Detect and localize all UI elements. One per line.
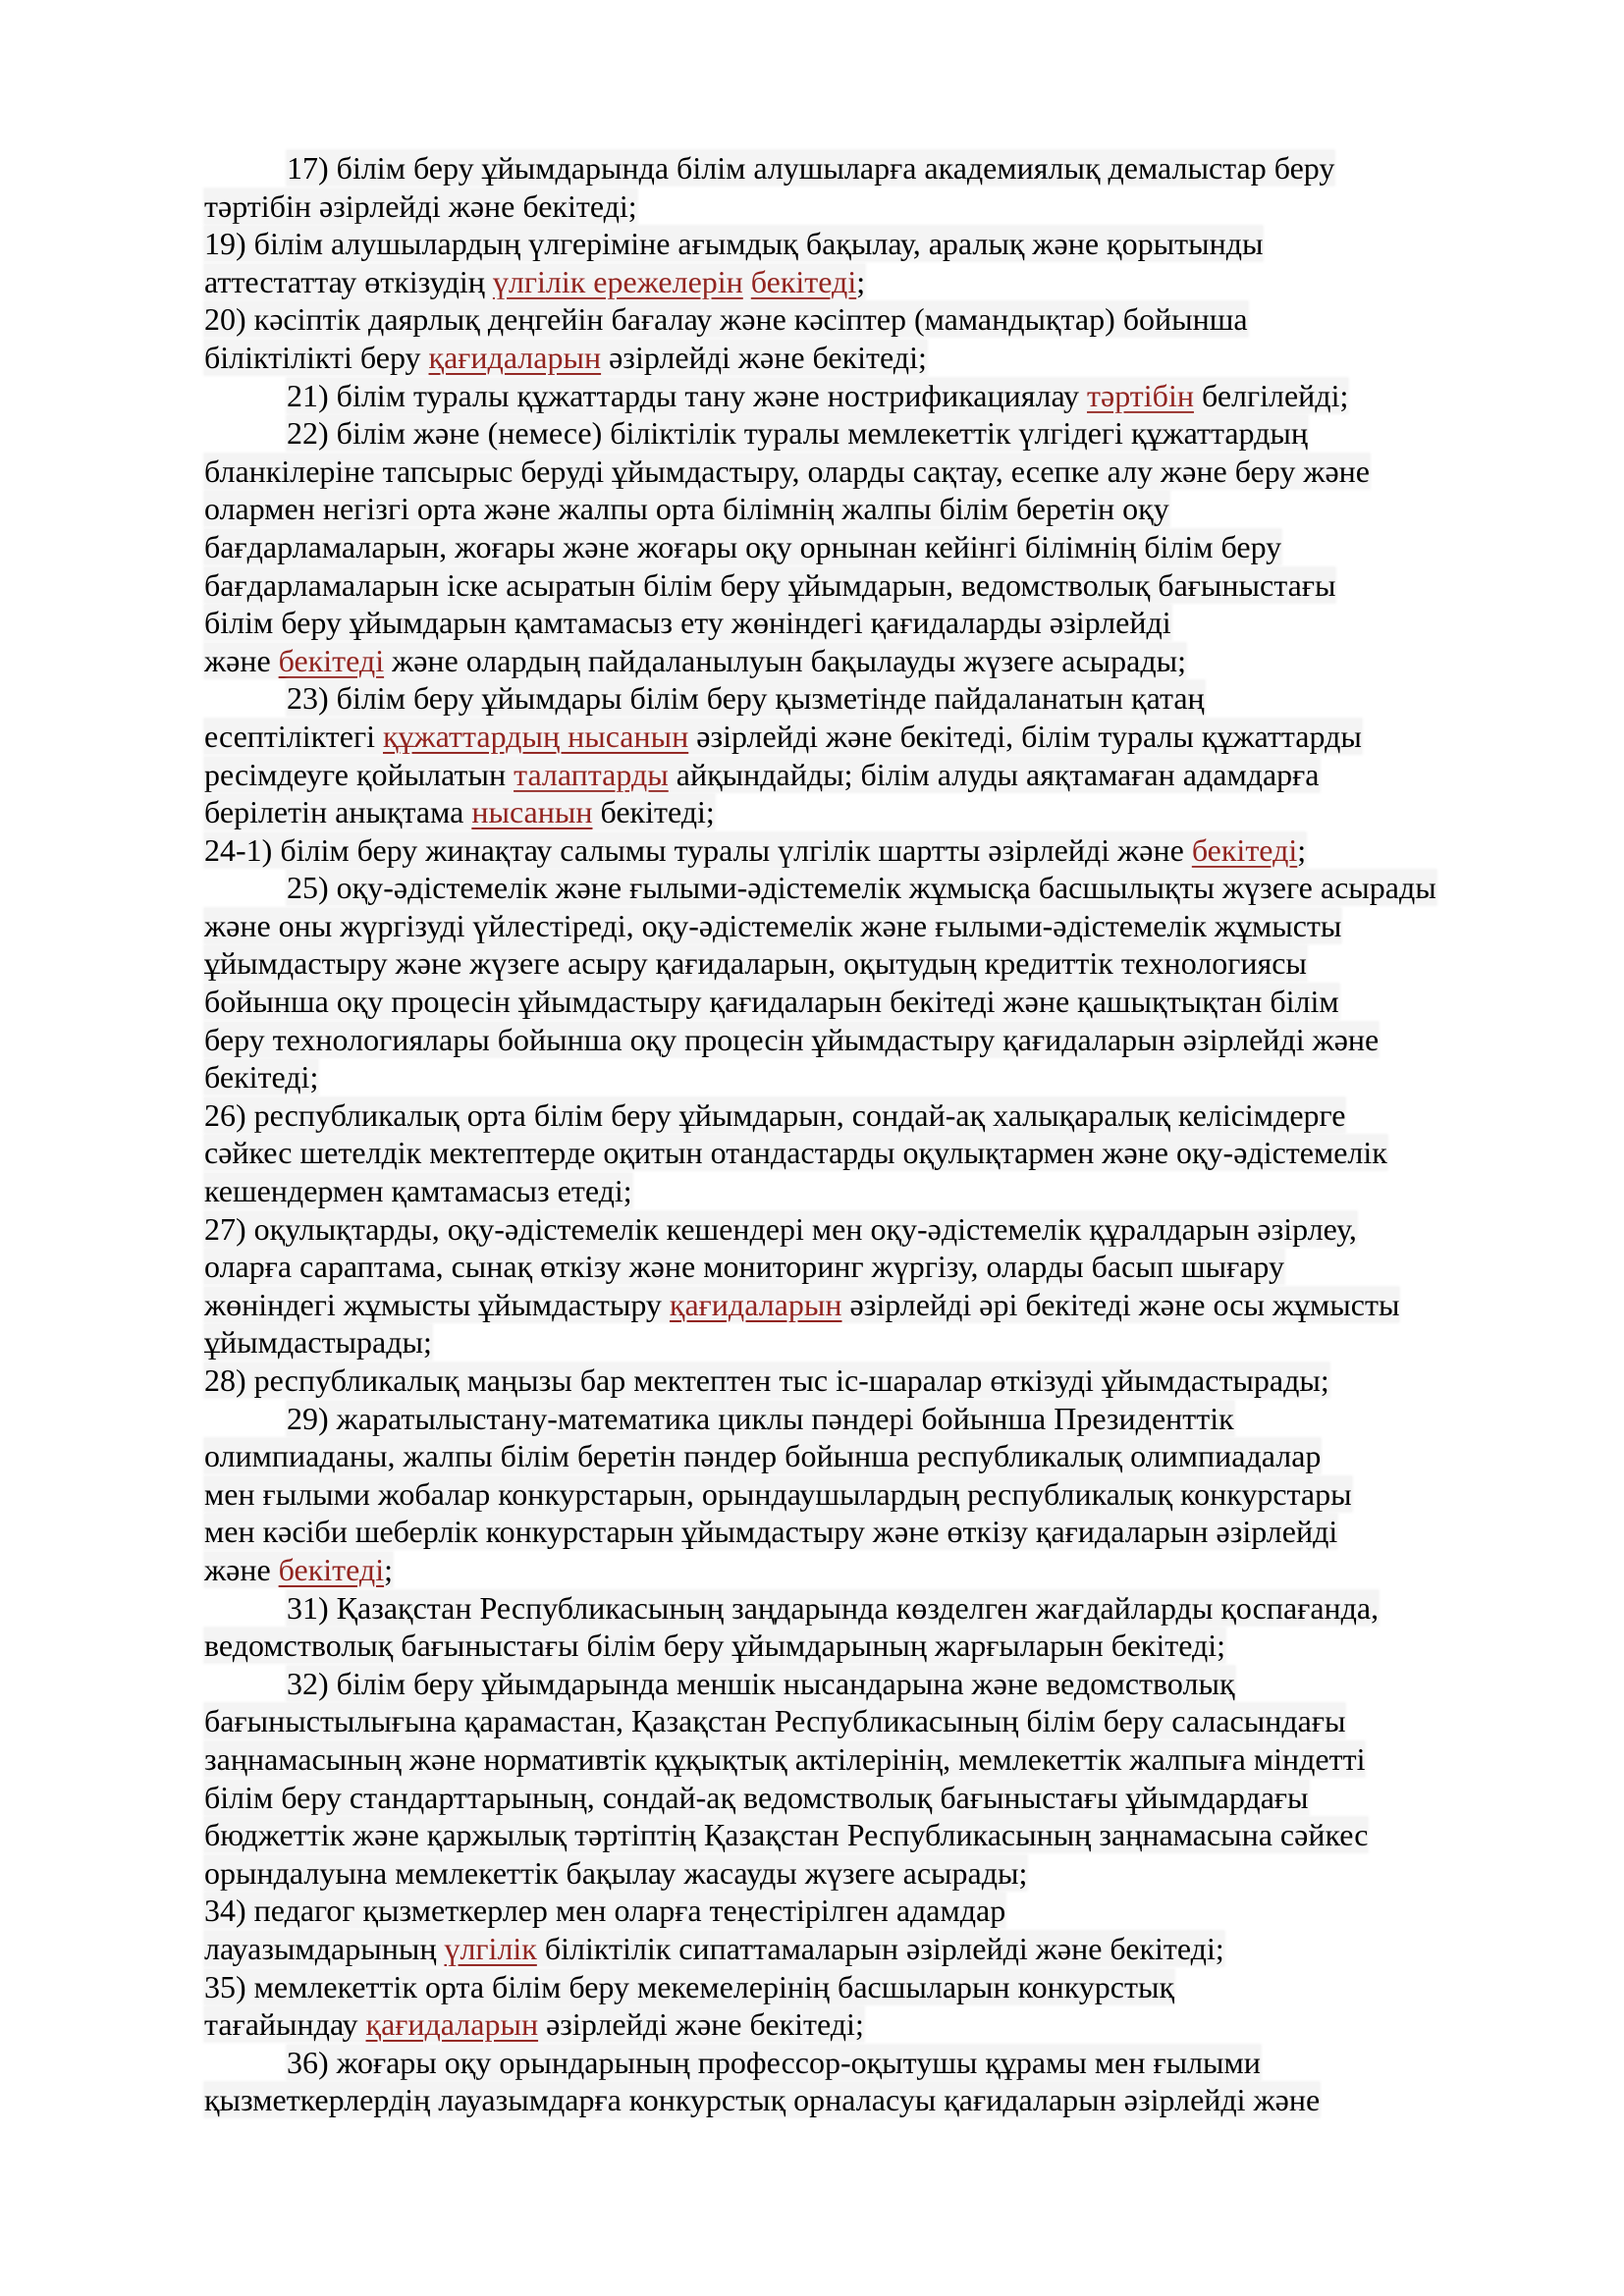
- text-segment: 36) жоғары оқу орындарының профессор-оқытушы құрамы мен ғылыми: [287, 2044, 1261, 2080]
- text-segment: мен ғылыми жобалар конкурстарын, орындаушылардың республикалық конкурстары: [204, 1475, 1352, 1512]
- text-line: [204, 718, 1520, 756]
- text-line: [204, 1248, 1520, 1286]
- text-line-content: [204, 1324, 432, 1360]
- text-segment: олармен негізгі орта және жалпы орта білімнің жалпы білім беретін оқу: [204, 491, 1169, 527]
- text-line: [204, 1513, 1520, 1551]
- text-line: [204, 1021, 1520, 1059]
- text-line: [204, 414, 1520, 453]
- text-segment: 21) білім туралы құжаттарды тану және нострификациялау: [287, 377, 1088, 413]
- text-line: [204, 1702, 1520, 1740]
- text-segment: берілетін анықтама: [204, 794, 472, 830]
- text-line-content: [204, 832, 1306, 868]
- text-segment: аттестаттау өткізудің: [204, 263, 493, 299]
- text-segment: 19) білім алушылардың үлгеріміне ағымдық бақылау, аралық және қорытынды: [204, 226, 1264, 262]
- text-segment: бекітеді;: [204, 1059, 319, 1095]
- text-line-content: [204, 1173, 632, 1208]
- text-segment: 31) Қазақстан Республикасының заңдарында көзделген жағдайларды қоспағанда,: [287, 1589, 1380, 1626]
- text-segment: ;: [1297, 831, 1307, 868]
- text-segment: заңнамасының және нормативтік құқықтық актілерінің, мемлекеттік жалпыға міндетті: [204, 1740, 1366, 1777]
- text-line: [204, 263, 1520, 301]
- text-segment: [743, 264, 751, 299]
- text-line-content: [204, 567, 1335, 603]
- text-line: [204, 944, 1520, 983]
- text-line: [204, 1058, 1520, 1096]
- text-segment: тәртібін әзірлейді және бекітеді;: [204, 187, 637, 224]
- text-line: [204, 528, 1520, 566]
- hyperlink[interactable]: нысанын: [471, 794, 593, 830]
- text-segment: ресімдеуге қойылатын: [204, 756, 514, 792]
- hyperlink[interactable]: қағидаларын: [365, 2006, 539, 2043]
- text-line-content: [204, 1969, 1174, 2004]
- text-line: [204, 490, 1520, 528]
- text-line: [204, 869, 1520, 907]
- text-line-content: [204, 1097, 1345, 1133]
- text-line-content: [204, 491, 1169, 526]
- text-segment: біліктілік сипаттамаларын әзірлейді және бекітеді;: [536, 1930, 1224, 1966]
- text-line-content: [204, 1855, 1027, 1891]
- text-line-content: [204, 1514, 1337, 1549]
- text-line-content: [287, 2045, 1261, 2080]
- text-line-content: [204, 1703, 1345, 1738]
- text-segment: бюджеттік және қаржылық тәртіптің Қазақстан Республикасының заңнамасына сәйкес: [204, 1817, 1369, 1853]
- text-segment: және: [204, 642, 279, 678]
- text-line-content: [204, 1362, 1329, 1398]
- text-segment: сәйкес шетелдік мектептерде оқитын отандастарды оқулықтармен және оқу-әдістемелік: [204, 1135, 1387, 1171]
- text-segment: ;: [384, 1551, 393, 1587]
- text-line: [204, 377, 1520, 415]
- text-line-content: [204, 454, 1370, 489]
- text-line-content: [204, 719, 1362, 754]
- text-segment: әзірлейді және бекітеді;: [601, 339, 927, 375]
- text-line-content: [204, 1931, 1224, 1966]
- document-text: [204, 149, 1520, 2119]
- text-line-content: [204, 643, 1186, 678]
- text-line: [204, 1854, 1520, 1893]
- text-line: [204, 1627, 1520, 1665]
- text-line: [204, 1816, 1520, 1854]
- text-segment: 27) оқулықтарды, оқу-әдістемелік кешендері мен оқу-әдістемелік құралдарын әзірлеу,: [204, 1210, 1357, 1247]
- text-line-content: [204, 1780, 1309, 1815]
- text-line-content: [287, 870, 1436, 905]
- text-line: [204, 1400, 1520, 1438]
- text-line-content: [287, 1590, 1379, 1626]
- text-segment: біліктілікті беру: [204, 339, 429, 375]
- text-line: [204, 2005, 1520, 2044]
- text-line: [204, 679, 1520, 718]
- text-line-content: [204, 2082, 1320, 2117]
- text-line: [204, 339, 1520, 377]
- text-line: [204, 2044, 1520, 2082]
- text-segment: әзірлейді және бекітеді, білім туралы құжаттарды: [688, 718, 1362, 754]
- text-segment: жөніндегі жұмысты ұйымдастыру: [204, 1286, 670, 1322]
- text-line: [204, 1172, 1520, 1210]
- text-segment: кешендермен қамтамасыз етеді;: [204, 1173, 632, 1209]
- text-line-content: [204, 188, 637, 224]
- text-segment: бойынша оқу процесін ұйымдастыру қағидаларын бекітеді және қашықтықтан білім: [204, 984, 1339, 1020]
- text-line-content: [204, 226, 1263, 261]
- text-line-content: [204, 1438, 1321, 1473]
- text-segment: бекітеді;: [592, 794, 715, 830]
- hyperlink[interactable]: үлгілік ережелерін: [492, 263, 743, 299]
- text-line: [204, 2081, 1520, 2119]
- text-segment: 17) білім беру ұйымдарында білім алушыларға академиялық демалыстар беру: [287, 150, 1335, 186]
- hyperlink[interactable]: бекітеді: [278, 1551, 385, 1587]
- hyperlink[interactable]: қағидаларын: [669, 1286, 842, 1322]
- hyperlink[interactable]: тәртібін: [1087, 377, 1194, 413]
- text-segment: 24-1) білім беру жинақтау салымы туралы үлгілік шартты әзірлейді және: [204, 831, 1192, 868]
- text-segment: белгілейді;: [1193, 377, 1349, 413]
- text-segment: 29) жаратылыстану-математика циклы пәндері бойынша Президенттік: [287, 1400, 1234, 1436]
- text-line-content: [204, 794, 715, 829]
- text-segment: айқындайды; білім алуды аяқтамаған адамдарға: [668, 756, 1320, 792]
- text-line: [204, 793, 1520, 831]
- text-line-content: [204, 1022, 1379, 1057]
- text-segment: және олардың пайдаланылуын бақылауды жүзеге асырады;: [384, 642, 1187, 678]
- text-line: [204, 1134, 1520, 1172]
- hyperlink[interactable]: қағидаларын: [428, 339, 602, 375]
- text-segment: қызметкерлердің лауазымдарға конкурстық орналасуы қағидаларын әзірлейді және: [204, 2082, 1321, 2118]
- hyperlink[interactable]: құжаттардың нысанын: [382, 718, 689, 754]
- text-segment: білім беру стандарттарының, сондай-ақ ведомстволық бағыныстағы ұйымдардағы: [204, 1779, 1309, 1815]
- text-segment: оларға сараптама, сынақ өткізу және мониторинг жүргізу, оларды басып шығару: [204, 1249, 1284, 1285]
- text-line-content: [204, 1817, 1368, 1852]
- text-line-content: [204, 2006, 864, 2042]
- text-segment: 26) республикалық орта білім беру ұйымдарын, сондай-ақ халықаралық келісімдерге: [204, 1096, 1346, 1133]
- text-line-content: [204, 757, 1320, 792]
- text-line-content: [204, 529, 1281, 564]
- text-line: [204, 1968, 1520, 2006]
- text-line: [204, 1210, 1520, 1249]
- text-segment: бағдарламаларын іске асыратын білім беру ұйымдарын, ведомстволық бағыныстағы: [204, 566, 1336, 603]
- text-segment: 20) кәсіптік даярлық деңгейін бағалау және кәсіптер (мамандықтар) бойынша: [204, 301, 1248, 338]
- text-segment: білім беру ұйымдарын қамтамасыз ету жөніндегі қағидаларды әзірлейді: [204, 605, 1171, 641]
- hyperlink[interactable]: бекітеді: [1191, 831, 1298, 868]
- text-line-content: [204, 1059, 318, 1095]
- text-segment: және оны жүргізуді үйлестіреді, оқу-әдістемелік және ғылыми-әдістемелік жұмысты: [204, 907, 1342, 943]
- hyperlink[interactable]: бекітеді: [750, 263, 857, 299]
- text-line: [204, 187, 1520, 226]
- text-segment: олимпиаданы, жалпы білім беретін пәндер бойынша республикалық олимпиадалар: [204, 1438, 1322, 1474]
- text-line-content: [287, 150, 1334, 186]
- hyperlink[interactable]: бекітеді: [278, 642, 385, 678]
- text-segment: ұйымдастырады;: [204, 1324, 432, 1361]
- text-segment: ;: [856, 263, 866, 299]
- text-line: [204, 149, 1520, 187]
- text-line-content: [287, 1666, 1235, 1701]
- text-segment: лауазымдарының: [204, 1930, 445, 1966]
- text-line: [204, 1779, 1520, 1817]
- text-line: [204, 756, 1520, 794]
- hyperlink[interactable]: талаптарды: [514, 756, 669, 792]
- text-line: [204, 604, 1520, 642]
- text-line-content: [204, 1628, 1225, 1663]
- text-line-content: [204, 1249, 1284, 1284]
- text-segment: бағдарламаларын, жоғары және жоғары оқу орнынан кейінгі білімнің білім беру: [204, 528, 1282, 564]
- text-line: [204, 831, 1520, 870]
- text-line: [204, 907, 1520, 945]
- text-segment: әзірлейді және бекітеді;: [538, 2006, 864, 2043]
- text-line: [204, 1437, 1520, 1475]
- text-segment: 32) білім беру ұйымдарында меншік нысандарына және ведомстволық: [287, 1665, 1235, 1701]
- text-line: [204, 1323, 1520, 1362]
- text-line: [204, 453, 1520, 491]
- text-segment: 28) республикалық маңызы бар мектептен тыс іс-шаралар өткізуді ұйымдастырады;: [204, 1362, 1329, 1398]
- text-line-content: [204, 984, 1339, 1019]
- text-line: [204, 1286, 1520, 1324]
- text-line-content: [204, 1135, 1387, 1170]
- text-segment: бланкілеріне тапсырыс беруді ұйымдастыру, оларды сақтау, есепке алу және беру және: [204, 453, 1370, 489]
- text-line: [204, 300, 1520, 339]
- text-segment: 22) білім және (немесе) біліктілік туралы мемлекеттік үлгідегі құжаттардың: [287, 415, 1309, 452]
- text-line-content: [204, 1211, 1357, 1247]
- hyperlink[interactable]: үлгілік: [444, 1930, 537, 1966]
- text-line-content: [204, 605, 1171, 640]
- text-segment: 34) педагог қызметкерлер мен оларға теңестірілген адамдар: [204, 1893, 1006, 1929]
- text-line: [204, 1589, 1520, 1628]
- text-line: [204, 1665, 1520, 1703]
- text-segment: есептіліктегі: [204, 718, 383, 754]
- text-line: [204, 1930, 1520, 1968]
- text-segment: және: [204, 1551, 279, 1587]
- text-line-content: [204, 340, 927, 375]
- text-segment: беру технологиялары бойынша оқу процесін ұйымдастыру қағидаларын әзірлейді және: [204, 1021, 1380, 1057]
- text-line-content: [204, 908, 1341, 943]
- text-line-content: [287, 680, 1205, 716]
- text-segment: тағайындау: [204, 2006, 366, 2043]
- text-line-content: [204, 1287, 1399, 1322]
- text-segment: 25) оқу-әдістемелік және ғылыми-әдістемелік жұмысқа басшылықты жүзеге асырады: [287, 870, 1436, 906]
- text-segment: 23) білім беру ұйымдары білім беру қызметінде пайдаланатын қатаң: [287, 680, 1205, 717]
- text-segment: әзірлейді әрі бекітеді және осы жұмысты: [841, 1286, 1400, 1322]
- text-line-content: [204, 1741, 1365, 1777]
- text-line-content: [204, 1893, 1005, 1928]
- text-segment: 35) мемлекеттік орта білім беру мекемелерінің басшыларын конкурстық: [204, 1968, 1175, 2004]
- text-line: [204, 1096, 1520, 1135]
- text-line-content: [204, 264, 865, 299]
- text-line: [204, 566, 1520, 605]
- text-line: [204, 642, 1520, 680]
- text-line-content: [287, 378, 1348, 413]
- text-segment: ұйымдастыру және жүзеге асыру қағидаларын, оқытудың кредиттік технологиясы: [204, 945, 1307, 982]
- text-line: [204, 1740, 1520, 1779]
- text-line: [204, 983, 1520, 1021]
- text-line-content: [204, 945, 1307, 981]
- text-line-content: [287, 415, 1308, 451]
- text-line-content: [204, 301, 1248, 337]
- text-segment: ведомстволық бағыныстағы білім беру ұйымдарының жарғыларын бекітеді;: [204, 1628, 1226, 1664]
- text-line: [204, 1892, 1520, 1930]
- text-segment: мен кәсіби шеберлік конкурстарын ұйымдастыру және өткізу қағидаларын әзірлейді: [204, 1514, 1338, 1550]
- text-line: [204, 225, 1520, 263]
- text-segment: орындалуына мемлекеттік бақылау жасауды жүзеге асырады;: [204, 1854, 1028, 1891]
- text-line: [204, 1362, 1520, 1400]
- text-segment: бағыныстылығына қарамастан, Қазақстан Республикасының білім беру саласындағы: [204, 1703, 1346, 1739]
- text-line: [204, 1551, 1520, 1589]
- text-line: [204, 1475, 1520, 1514]
- text-line-content: [287, 1401, 1234, 1436]
- text-line-content: [204, 1552, 393, 1587]
- text-line-content: [204, 1476, 1352, 1512]
